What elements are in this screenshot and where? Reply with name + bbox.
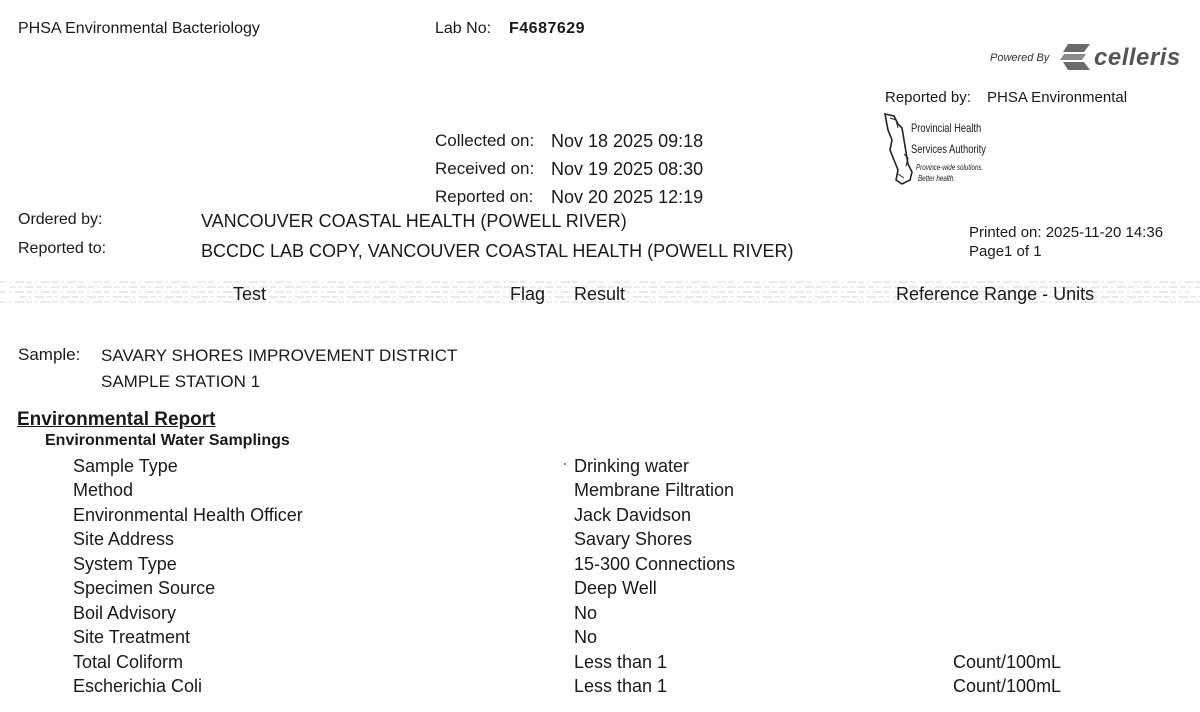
reported-to-value: BCCDC LAB COPY, VANCOUVER COASTAL HEALTH (POWELL RIVER) xyxy=(201,241,794,261)
row-test: Site Treatment xyxy=(73,627,191,647)
row-result: Less than 1 xyxy=(574,676,668,696)
row-result: Less than 1 xyxy=(574,652,668,672)
row-units: Count/100mL xyxy=(953,676,1062,696)
phsa-logo-line-1: Provincial Health xyxy=(911,121,982,135)
column-test: Test xyxy=(233,284,267,304)
row-result: Membrane Filtration xyxy=(574,480,735,500)
excelleris-logo-icon xyxy=(1060,40,1096,79)
result-row xyxy=(0,529,1200,553)
result-row xyxy=(0,578,1200,602)
received-label: Received on: xyxy=(435,159,535,178)
reported-by-value: PHSA Environmental xyxy=(987,89,1128,106)
collected-label: Collected on: xyxy=(435,131,535,150)
row-test: Method xyxy=(73,480,134,500)
row-result: Drinking water xyxy=(574,456,690,476)
row-test: Sample Type xyxy=(73,456,178,476)
ordered-by-value: VANCOUVER COASTAL HEALTH (POWELL RIVER) xyxy=(201,211,627,231)
row-units: Count/100mL xyxy=(953,652,1062,672)
row-result: No xyxy=(574,627,598,647)
reported-to-label: Reported to: xyxy=(18,240,107,257)
column-reference-range: Reference Range - Units xyxy=(896,284,1095,304)
result-row xyxy=(0,652,1200,676)
row-test: Boil Advisory xyxy=(73,603,177,623)
row-test: System Type xyxy=(73,554,177,574)
printed-on: Printed on: 2025-11-20 14:36 xyxy=(969,224,1164,241)
lab-name: PHSA Environmental Bacteriology xyxy=(18,20,260,37)
result-row xyxy=(0,676,1200,700)
column-result: Result xyxy=(574,284,626,304)
phsa-logo-line-2: Services Authority xyxy=(911,142,986,156)
powered-by-text: Powered By xyxy=(990,52,1050,64)
reported-on-date: Nov 20 2025 12:19 xyxy=(551,187,704,207)
reported-on-label: Reported on: xyxy=(435,187,534,206)
reported-by-label: Reported by: xyxy=(885,89,971,106)
column-flag: Flag xyxy=(510,284,546,304)
row-result: Deep Well xyxy=(574,578,657,598)
row-result: 15-300 Connections xyxy=(574,554,736,574)
lab-number-label: Lab No: xyxy=(435,20,492,37)
row-test: Total Coliform xyxy=(73,652,184,672)
row-test: Escherichia Coli xyxy=(73,676,203,696)
sample-label: Sample: xyxy=(18,345,81,364)
phsa-logo-tagline-1: Province-wide solutions. xyxy=(916,163,984,172)
row-test: Specimen Source xyxy=(73,578,216,598)
report-section-title: Environmental Water Samplings xyxy=(45,432,290,449)
sample-station: SAMPLE STATION 1 xyxy=(101,372,261,391)
result-row xyxy=(0,627,1200,651)
result-row xyxy=(0,505,1200,529)
row-test: Environmental Health Officer xyxy=(73,505,303,525)
collected-date: Nov 18 2025 09:18 xyxy=(551,131,704,151)
lab-number: F4687629 xyxy=(509,20,586,37)
result-row xyxy=(0,480,1200,504)
row-result: No xyxy=(574,603,598,623)
result-row xyxy=(0,603,1200,627)
row-result: Jack Davidson xyxy=(574,505,692,525)
result-row xyxy=(0,554,1200,578)
received-date: Nov 19 2025 08:30 xyxy=(551,159,704,179)
row-result: Savary Shores xyxy=(574,529,693,549)
ordered-by-label: Ordered by: xyxy=(18,211,103,228)
excelleris-brand-text: celleris xyxy=(1094,44,1181,71)
row-test: Site Address xyxy=(73,529,175,549)
result-row xyxy=(0,456,1200,480)
sample-name: SAVARY SHORES IMPROVEMENT DISTRICT xyxy=(101,346,458,365)
phsa-logo-tagline-2: Better health. xyxy=(918,174,956,183)
report-title: Environmental Report xyxy=(17,409,216,430)
page-number: Page1 of 1 xyxy=(969,243,1042,260)
